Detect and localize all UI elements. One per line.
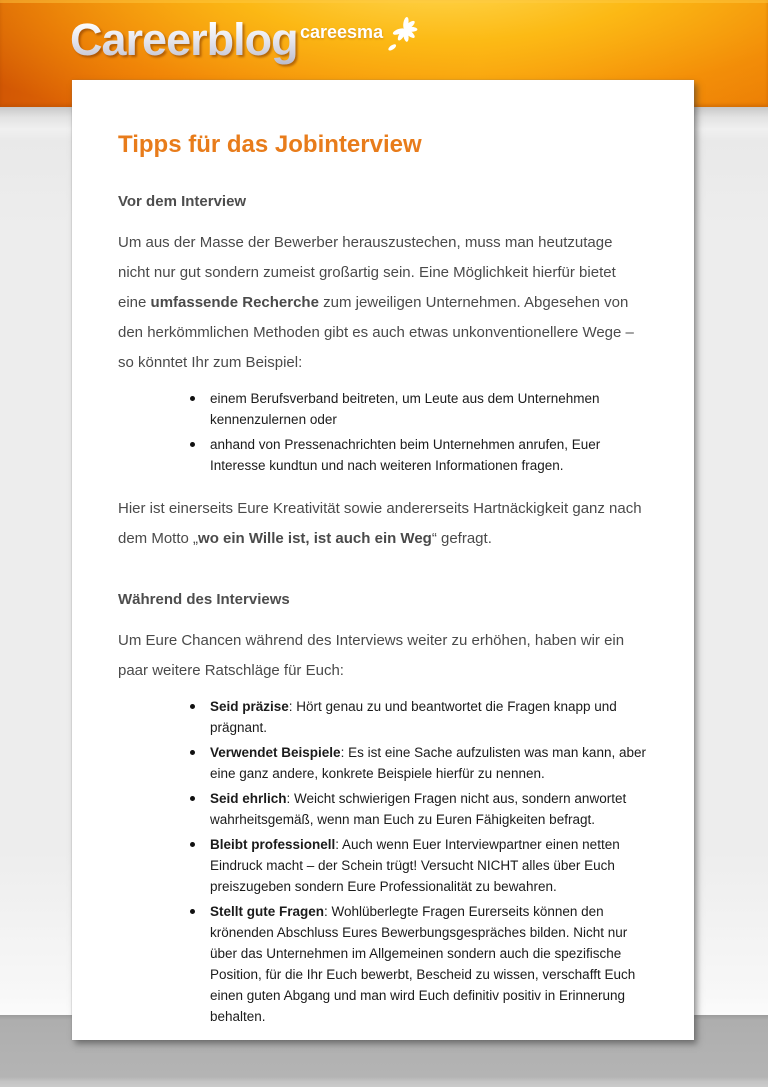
bullet-icon xyxy=(190,704,195,709)
paragraph-intro-before: Um aus der Masse der Bewerber herauszustechen, muss man heutzutage nicht nur gut sondern zumeist großartig sein. Eine Möglichkeit hierfür bietet eine umfassende Recherche zum jeweiligen Unternehmen. Abgesehen von den herkömmlichen Methoden gibt es auch etwas unkonventionellere Wege – so könntet Ihr zum Beispiel: xyxy=(118,234,634,371)
bullet-item xyxy=(188,742,648,784)
bullet-icon xyxy=(190,842,195,847)
careesma-flower-icon xyxy=(385,14,421,52)
section-heading-during-interview: Während des Interviews xyxy=(118,591,290,608)
bullet-item xyxy=(188,834,648,897)
bullet-text: einem Berufsverband beitreten, um Leute aus dem Unternehmen kennenzulernen oder xyxy=(210,391,600,427)
bullet-text: Verwendet Beispiele: Es ist eine Sache aufzulisten was man kann, aber eine ganz andere, konkrete Beispiele hierfür zu nennen. xyxy=(210,745,646,781)
careesma-brand xyxy=(300,22,421,52)
paragraph-motto: Hier ist einerseits Eure Kreativität sowie andererseits Hartnäckigkeit ganz nach dem Motto „wo ein Wille ist, ist auch ein Weg“ gefragt. xyxy=(118,500,642,547)
bullet-list-research-tips xyxy=(118,388,648,476)
bullet-item xyxy=(188,434,648,476)
bullet-text: Seid präzise: Hört genau zu und beantwortet die Fragen knapp und prägnant. xyxy=(210,699,617,735)
bullet-item xyxy=(188,696,648,738)
careesma-brand-label: careesma xyxy=(300,22,384,42)
bullet-item xyxy=(188,901,648,1027)
careerblog-logo: Careerblog xyxy=(70,14,298,65)
bullet-list-interview-advice xyxy=(118,696,648,1027)
bullet-icon xyxy=(190,750,195,755)
paragraph-intro-during: Um Eure Chancen während des Interviews weiter zu erhöhen, haben wir ein paar weitere Ratschläge für Euch: xyxy=(118,632,625,679)
bullet-text: anhand von Pressenachrichten beim Unternehmen anrufen, Euer Interesse kundtun und nach weiteren Informationen fragen. xyxy=(210,437,601,473)
section-heading-before-interview: Vor dem Interview xyxy=(118,193,247,210)
bullet-text: Seid ehrlich: Weicht schwierigen Fragen nicht aus, sondern anwortet wahrheitsgemäß, wenn man Euch zu Euren Fähigkeiten befragt. xyxy=(210,791,627,827)
bullet-icon xyxy=(190,909,195,914)
bullet-item xyxy=(188,388,648,430)
page-title: Tipps für das Jobinterview xyxy=(118,131,422,158)
document-page xyxy=(72,80,694,1040)
bullet-text: Bleibt professionell: Auch wenn Euer Interviewpartner einen netten Eindruck macht – der Schein trügt! Versucht NICHT alles über Euch preiszugeben sondern Eure Professionalität zu bewahren. xyxy=(210,837,620,894)
bullet-icon xyxy=(190,442,195,447)
bullet-text: Stellt gute Fragen: Wohlüberlegte Fragen Eurerseits können den krönenden Abschluss Eures Bewerbungsgespräches bilden. Nicht nur über das Unternehmen im Allgemeinen sondern auch die spezifische Position, für die Ihr Euch bewerbt, Bescheid zu wissen, verschafft Euch einen guten Abgang und man wird Euch definitiv positiv in Erinnerung behalten. xyxy=(210,904,636,1024)
bullet-icon xyxy=(190,396,195,401)
bullet-icon xyxy=(190,796,195,801)
bullet-item xyxy=(188,788,648,830)
